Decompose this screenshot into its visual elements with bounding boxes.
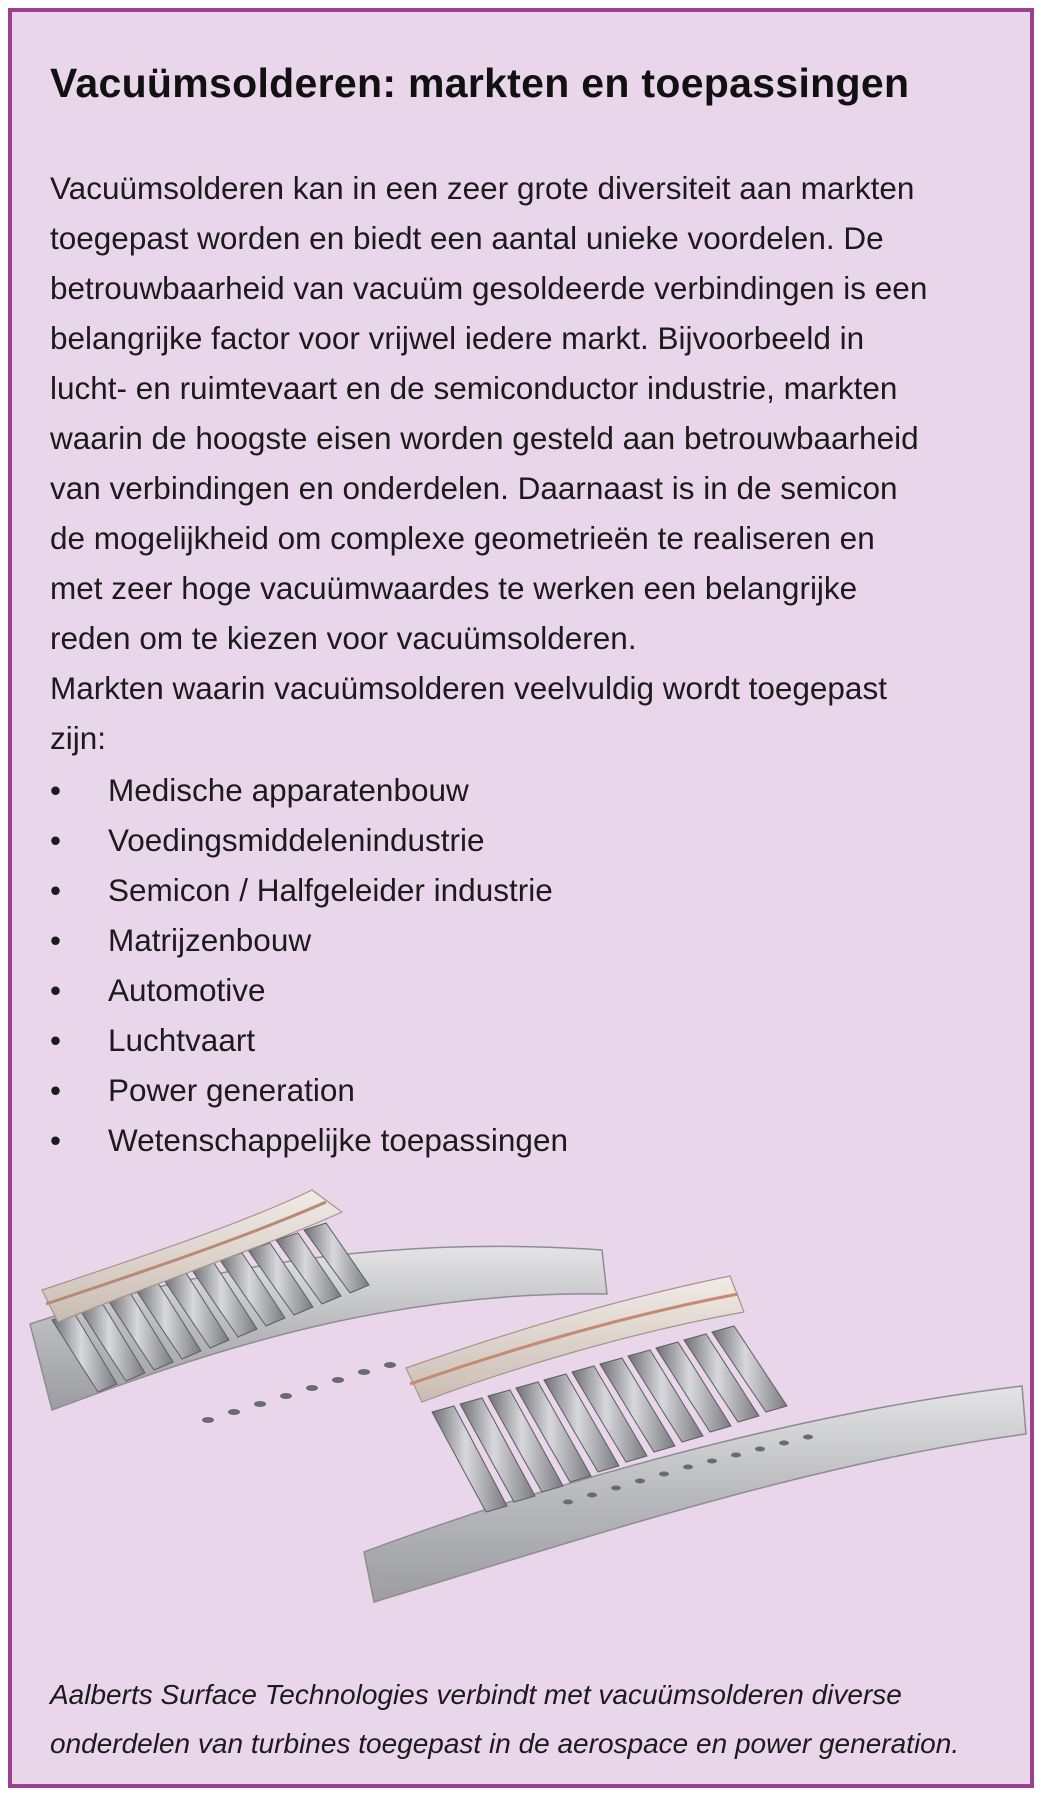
- paragraph-line: met zeer hoge vacuümwaardes te werken een belangrijke: [50, 570, 858, 606]
- caption-line: Aalberts Surface Technologies verbindt met vacuümsolderen diverse: [50, 1679, 902, 1710]
- list-item-label: Wetenschappelijke toepassingen: [108, 1122, 568, 1158]
- paragraph-line: betrouwbaarheid van vacuüm gesoldeerde verbindingen is een: [50, 270, 928, 306]
- markets-list: [50, 765, 568, 1165]
- paragraph-line: zijn:: [50, 720, 107, 756]
- page-title: Vacuümsolderen: markten en toepassingen: [50, 60, 910, 106]
- paragraph-line: Markten waarin vacuümsolderen veelvuldig wordt toegepast: [50, 670, 887, 706]
- list-item-label: Semicon / Halfgeleider industrie: [108, 872, 553, 908]
- caption-line: onderdelen van turbines toegepast in de aerospace en power generation.: [50, 1728, 960, 1759]
- turbine-parts-photo: [12, 1172, 1034, 1652]
- list-item: [50, 865, 568, 915]
- paragraph-line: de mogelijkheid om complexe geometrieën te realiseren en: [50, 520, 875, 556]
- list-item: [50, 815, 568, 865]
- list-item-label: Power generation: [108, 1072, 355, 1108]
- body-paragraph: [50, 163, 1020, 763]
- paragraph-line: waarin de hoogste eisen worden gesteld aan betrouwbaarheid: [50, 420, 919, 456]
- bullet-icon: •: [50, 922, 62, 958]
- paragraph-line: toegepast worden en biedt een aantal unieke voordelen. De: [50, 220, 884, 256]
- list-item: [50, 1015, 568, 1065]
- list-item-label: Matrijzenbouw: [108, 922, 312, 958]
- paragraph-line: lucht- en ruimtevaart en de semiconductor industrie, markten: [50, 370, 898, 406]
- paragraph-line: belangrijke factor voor vrijwel iedere markt. Bijvoorbeeld in: [50, 320, 865, 356]
- photo-caption: [50, 1670, 959, 1768]
- bullet-icon: •: [50, 822, 62, 858]
- paragraph-line: van verbindingen en onderdelen. Daarnaast is in de semicon: [50, 470, 898, 506]
- list-item-label: Luchtvaart: [108, 1022, 256, 1058]
- paragraph-line: reden om te kiezen voor vacuümsolderen.: [50, 620, 637, 656]
- bullet-icon: •: [50, 972, 62, 1008]
- info-panel: [8, 8, 1034, 1788]
- bullet-icon: •: [50, 872, 62, 908]
- paragraph-line: Vacuümsolderen kan in een zeer grote diversiteit aan markten: [50, 170, 915, 206]
- list-item: [50, 1065, 568, 1115]
- bullet-icon: •: [50, 1072, 62, 1108]
- list-item: [50, 1115, 568, 1165]
- list-item-label: Voedingsmiddelenindustrie: [108, 822, 485, 858]
- list-item: [50, 765, 568, 815]
- bullet-icon: •: [50, 1122, 62, 1158]
- list-item-label: Automotive: [108, 972, 266, 1008]
- list-item: [50, 965, 568, 1015]
- list-item-label: Medische apparatenbouw: [108, 772, 469, 808]
- list-item: [50, 915, 568, 965]
- right-blade-segment: [364, 1276, 1026, 1602]
- bullet-icon: •: [50, 772, 62, 808]
- bullet-icon: •: [50, 1022, 62, 1058]
